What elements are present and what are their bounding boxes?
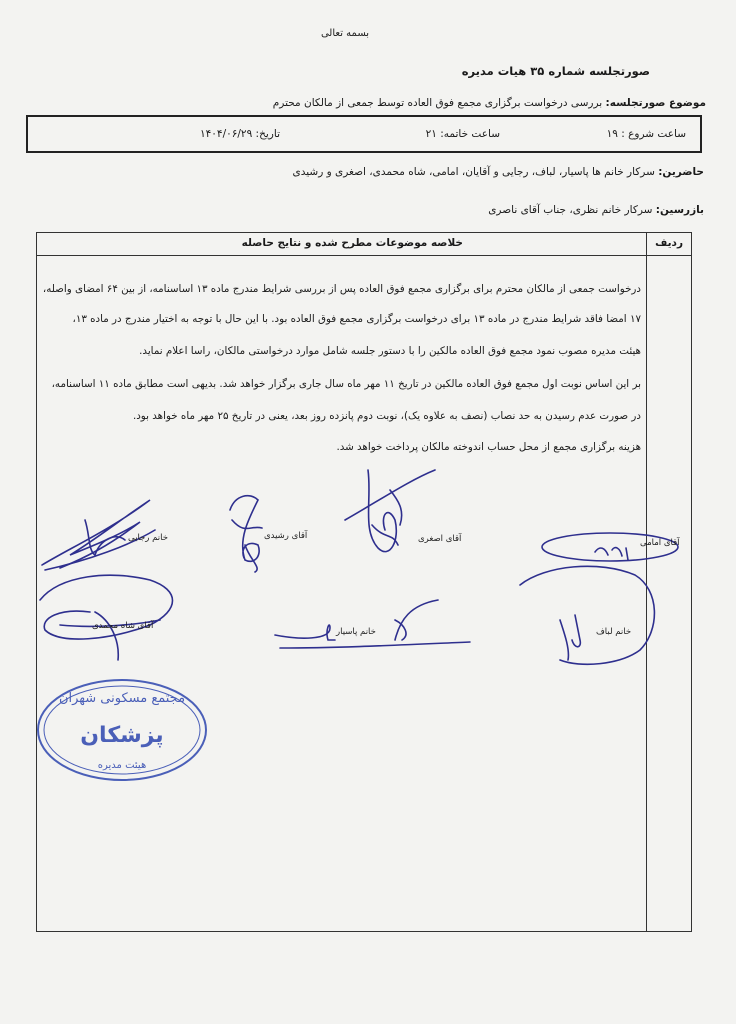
- minutes-line: هزینه برگزاری مجمع از محل حساب اندوخته مالکان پرداخت خواهد شد.: [336, 441, 641, 453]
- minutes-line: هیئت مدیره مصوب نمود مجمع فوق العاده مالکین را با دستور جلسه شامل موارد درخواستی مالکان، راسا اعلام نماید.: [139, 345, 641, 357]
- signature-pasyar: [275, 600, 470, 648]
- signature-shahmohammadi: [40, 575, 173, 660]
- inspectors-label: بازرسین:: [655, 204, 704, 216]
- bismillah: بسمه تعالی: [320, 28, 370, 39]
- signature-labbaf: [520, 566, 654, 664]
- signature-label-emami: آقای امامی: [640, 538, 680, 548]
- attendees-label: حاضرین:: [658, 166, 704, 178]
- meeting-date: تاریخ: ۱۴۰۴/۰۶/۲۹: [200, 128, 280, 140]
- document-title: صورتجلسه شماره ۳۵ هیات مدیره: [461, 64, 650, 78]
- minutes-line: در صورت عدم رسیدن به حد نصاب (نصف به علاوه یک)، نوبت دوم پانزده روز بعد، یعنی در تاریخ ۲۵ مهر ماه خواهد بود.: [132, 410, 641, 422]
- signature-label-pasyar: خانم پاسیار: [336, 627, 376, 637]
- stamp-center-text: پزشکان: [80, 723, 164, 748]
- signature-rashidi: [230, 496, 262, 572]
- signature-label-rashidi: آقای رشیدی: [264, 531, 308, 541]
- subject-text: بررسی درخواست برگزاری مجمع فوق العاده توسط جمعی از مالکان محترم: [272, 97, 606, 109]
- minutes-line: ۱۷ امضا فاقد شرایط مندرج در ماده ۱۳ برای درخواست برگزاری مجمع فوق العاده بود. با این حال با توجه به اختیار مندرج در ماده ۱۳،: [72, 313, 641, 325]
- end-time: ساعت خاتمه: ۲۱: [425, 128, 500, 140]
- subject-label: موضوع صورتجلسه:: [605, 97, 706, 109]
- stamp-ring-text: مجتمع مسکونی شهران: [58, 691, 186, 706]
- minutes-line: درخواست جمعی از مالکان محترم برای برگزاری مجمع فوق العاده پس از بررسی شرایط مندرج ماده ۱۳ اساسنامه، از بین ۶۴ امضای واصله،: [42, 283, 641, 295]
- minutes-line: بر این اساس نوبت اول مجمع فوق العاده مالکین در تاریخ ۱۱ مهر ماه سال جاری برگزار خواهد شد. بدیهی است مطابق ماده ۱۱ اساسنامه،: [51, 378, 641, 390]
- stamp-seal: [38, 680, 206, 780]
- signature-label-labbaf: خانم لباف: [596, 627, 632, 637]
- row-number-header: ردیف: [655, 237, 683, 249]
- signature-label-rajaei: خانم رجایی: [128, 533, 168, 543]
- summary-header: خلاصه موضوعات مطرح شده و نتایج حاصله: [241, 237, 463, 249]
- stamp-bottom-text: هیئت مدیره: [97, 760, 147, 771]
- inspectors-text: سرکار خانم نظری، جناب آقای ناصری: [488, 204, 656, 216]
- signature-label-shahmohammadi: آقای شاه محمدی: [92, 621, 154, 631]
- signature-label-asghari: آقای اصغری: [418, 534, 462, 544]
- start-time: ساعت شروع : ۱۹: [606, 128, 686, 140]
- attendees-text: سرکار خانم ها پاسیار، لباف، رجایی و آقایان، امامی، شاه محمدی، اصغری و رشیدی: [292, 166, 659, 178]
